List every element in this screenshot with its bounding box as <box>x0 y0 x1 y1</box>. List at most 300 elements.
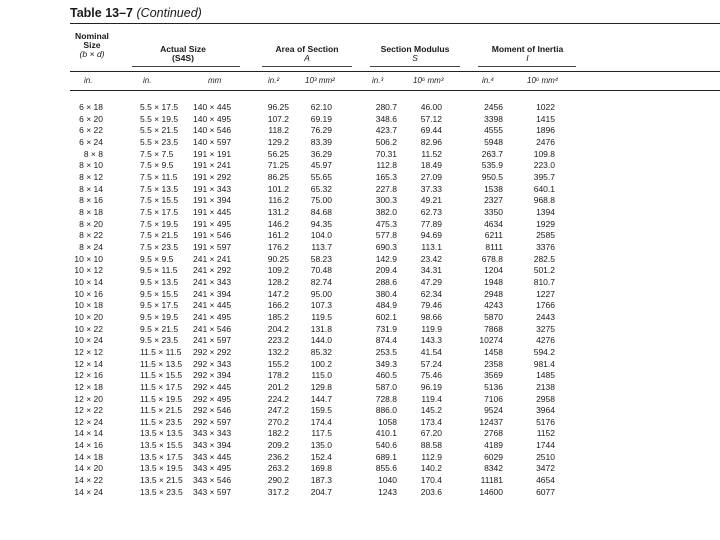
cell-inertia-mm4: 3275 <box>536 323 555 334</box>
cell-nominal-size: 10 × 12 <box>74 265 103 276</box>
cell-actual-size-in: 9.5 × 9.5 <box>140 253 174 264</box>
cell-modulus-in3: 410.1 <box>375 428 397 439</box>
cell-modulus-in3: 577.8 <box>375 230 397 241</box>
cell-modulus-in3: 475.3 <box>375 218 397 229</box>
cell-inertia-mm4: 1227 <box>536 288 555 299</box>
cell-area-mm2: 36.29 <box>310 148 332 159</box>
cell-actual-size-in: 7.5 × 13.5 <box>140 183 179 194</box>
cell-modulus-in3: 690.3 <box>375 241 397 252</box>
cell-area-mm2: 76.29 <box>310 125 332 136</box>
cell-area-in2: 86.25 <box>267 171 289 182</box>
cell-area-in2: 146.2 <box>267 218 289 229</box>
cell-area-in2: 201.2 <box>267 381 289 392</box>
header-inertia-symbol: I <box>526 53 529 63</box>
cell-area-mm2: 104.0 <box>310 230 332 241</box>
cell-modulus-mm3: 140.2 <box>420 463 442 474</box>
cell-actual-size-in: 11.5 × 15.5 <box>140 370 183 381</box>
cell-area-in2: 236.2 <box>267 451 289 462</box>
cell-inertia-mm4: 2958 <box>536 393 555 404</box>
cell-modulus-in3: 280.7 <box>375 102 397 112</box>
cell-inertia-mm4: 968.8 <box>533 195 555 206</box>
cell-nominal-size: 14 × 24 <box>74 486 103 497</box>
cell-inertia-in4: 2327 <box>484 195 503 206</box>
header-area-line1: Area of Section <box>275 44 339 54</box>
cell-area-mm2: 135.0 <box>310 440 332 451</box>
cell-area-in2: 147.2 <box>267 288 289 299</box>
header-modulus-symbol: S <box>412 53 418 63</box>
cell-modulus-mm3: 27.09 <box>420 171 442 182</box>
cell-actual-size-mm: 140 × 546 <box>193 125 232 136</box>
cell-modulus-mm3: 82.96 <box>420 136 442 147</box>
cell-inertia-mm4: 3964 <box>536 405 555 416</box>
unit-mi-mm: 10⁶ mm⁴ <box>527 76 559 85</box>
cell-actual-size-mm: 191 × 445 <box>193 206 232 217</box>
cell-area-mm2: 45.97 <box>310 160 332 171</box>
cell-modulus-in3: 227.8 <box>375 183 397 194</box>
cell-nominal-size: 10 × 10 <box>74 253 103 264</box>
cell-area-in2: 118.2 <box>268 125 289 136</box>
cell-nominal-size: 10 × 14 <box>74 276 103 287</box>
cell-area-mm2: 174.4 <box>310 416 332 427</box>
cell-area-mm2: 159.5 <box>310 405 332 416</box>
cell-nominal-size: 12 × 14 <box>74 358 103 369</box>
cell-nominal-size: 8 × 16 <box>79 195 103 206</box>
cell-area-mm2: 152.4 <box>310 451 332 462</box>
cell-actual-size-in: 7.5 × 7.5 <box>140 148 174 159</box>
cell-actual-size-in: 5.5 × 23.5 <box>140 136 179 147</box>
cell-modulus-mm3: 94.69 <box>420 230 442 241</box>
cell-modulus-mm3: 69.44 <box>420 125 442 136</box>
table-number: Table 13–7 <box>70 6 134 20</box>
cell-actual-size-mm: 241 × 394 <box>193 288 232 299</box>
cell-area-mm2: 65.32 <box>310 183 332 194</box>
cell-inertia-in4: 10274 <box>479 335 503 346</box>
cell-modulus-in3: 602.1 <box>375 311 397 322</box>
cell-actual-size-mm: 343 × 394 <box>193 440 232 451</box>
cell-inertia-mm4: 2585 <box>536 230 555 241</box>
unit-mod-mm: 10⁶ mm³ <box>413 76 444 85</box>
cell-area-in2: 161.2 <box>267 230 289 241</box>
cell-actual-size-in: 9.5 × 23.5 <box>140 335 179 346</box>
cell-actual-size-mm: 343 × 445 <box>193 451 232 462</box>
cell-modulus-in3: 348.6 <box>375 113 397 124</box>
cell-actual-size-mm: 140 × 597 <box>193 136 232 147</box>
cell-inertia-mm4: 2443 <box>536 311 555 322</box>
cell-actual-size-in: 13.5 × 15.5 <box>140 440 183 451</box>
cell-nominal-size: 14 × 14 <box>74 428 103 439</box>
cell-modulus-mm3: 119.4 <box>421 393 442 404</box>
cell-nominal-size: 6 × 20 <box>79 113 103 124</box>
cell-area-in2: 178.2 <box>267 370 289 381</box>
cell-area-mm2: 82.74 <box>310 276 332 287</box>
cell-inertia-in4: 5870 <box>484 311 503 322</box>
cell-inertia-in4: 263.7 <box>481 148 503 159</box>
cell-inertia-in4: 8342 <box>484 463 503 474</box>
cell-modulus-in3: 728.8 <box>375 393 397 404</box>
cell-modulus-mm3: 62.73 <box>420 206 442 217</box>
cell-modulus-mm3: 77.89 <box>420 218 442 229</box>
cell-area-in2: 116.2 <box>268 195 289 206</box>
cell-nominal-size: 12 × 18 <box>74 381 103 392</box>
cell-inertia-in4: 1458 <box>484 346 503 357</box>
cell-modulus-mm3: 112.9 <box>421 451 442 462</box>
cell-actual-size-mm: 343 × 546 <box>193 475 232 486</box>
cell-inertia-in4: 6211 <box>484 230 503 241</box>
cell-modulus-mm3: 18.49 <box>420 160 442 171</box>
cell-inertia-mm4: 1485 <box>536 370 555 381</box>
cell-area-mm2: 62.10 <box>310 102 332 112</box>
cell-inertia-mm4: 109.8 <box>533 148 555 159</box>
cell-modulus-mm3: 57.24 <box>420 358 442 369</box>
cell-inertia-in4: 2768 <box>484 428 503 439</box>
cell-modulus-in3: 1040 <box>378 475 397 486</box>
cell-actual-size-in: 5.5 × 21.5 <box>140 125 179 136</box>
cell-nominal-size: 6 × 22 <box>79 125 103 136</box>
cell-modulus-in3: 540.6 <box>375 440 397 451</box>
cell-area-in2: 223.2 <box>267 335 289 346</box>
cell-modulus-in3: 165.3 <box>375 171 397 182</box>
cell-area-in2: 182.2 <box>267 428 289 439</box>
cell-modulus-in3: 423.7 <box>375 125 397 136</box>
cell-nominal-size: 8 × 18 <box>79 206 103 217</box>
cell-nominal-size: 14 × 18 <box>74 451 103 462</box>
cell-nominal-size: 10 × 20 <box>74 311 103 322</box>
cell-nominal-size: 12 × 12 <box>74 346 103 357</box>
cell-modulus-mm3: 11.52 <box>421 148 442 159</box>
cell-area-mm2: 204.7 <box>310 486 332 497</box>
cell-actual-size-in: 13.5 × 21.5 <box>140 475 183 486</box>
cell-inertia-in4: 1948 <box>484 276 503 287</box>
header-modulus-line1: Section Modulus <box>380 44 450 54</box>
cell-area-in2: 317.2 <box>267 486 289 497</box>
cell-actual-size-in: 7.5 × 15.5 <box>140 195 179 206</box>
cell-actual-size-mm: 241 × 445 <box>193 300 232 311</box>
cell-inertia-mm4: 1394 <box>536 206 555 217</box>
cell-modulus-mm3: 75.46 <box>420 370 442 381</box>
cell-area-mm2: 115.0 <box>311 370 332 381</box>
cell-area-mm2: 55.65 <box>310 171 332 182</box>
cell-modulus-mm3: 98.66 <box>420 311 442 322</box>
cell-area-mm2: 107.3 <box>310 300 332 311</box>
cell-actual-size-mm: 191 × 546 <box>193 230 232 241</box>
unit-nominal: in. <box>84 76 93 85</box>
cell-inertia-mm4: 1929 <box>536 218 555 229</box>
cell-actual-size-in: 7.5 × 9.5 <box>140 160 174 171</box>
cell-inertia-mm4: 1766 <box>536 300 555 311</box>
cell-inertia-in4: 11181 <box>480 475 503 486</box>
cell-inertia-in4: 5948 <box>484 136 503 147</box>
cell-inertia-in4: 1538 <box>484 183 503 194</box>
cell-area-mm2: 113.7 <box>311 241 332 252</box>
cell-inertia-mm4: 594.2 <box>533 346 555 357</box>
cell-area-mm2: 95.00 <box>310 288 332 299</box>
cell-area-mm2: 83.39 <box>310 136 332 147</box>
cell-modulus-mm3: 88.58 <box>420 440 442 451</box>
cell-actual-size-mm: 241 × 495 <box>193 311 232 322</box>
cell-area-mm2: 69.19 <box>310 113 332 124</box>
unit-mi-in: in.⁴ <box>482 76 494 85</box>
cell-inertia-in4: 4634 <box>484 218 503 229</box>
cell-area-in2: 270.2 <box>267 416 289 427</box>
cell-modulus-mm3: 41.54 <box>420 346 442 357</box>
cell-area-in2: 132.2 <box>267 346 289 357</box>
cell-modulus-in3: 209.4 <box>375 265 397 276</box>
cell-modulus-in3: 1243 <box>378 486 397 497</box>
cell-actual-size-in: 11.5 × 23.5 <box>140 416 183 427</box>
cell-inertia-in4: 3398 <box>484 113 503 124</box>
cell-actual-size-mm: 191 × 597 <box>193 241 232 252</box>
cell-modulus-in3: 886.0 <box>375 405 397 416</box>
cell-nominal-size: 12 × 20 <box>74 393 103 404</box>
cell-inertia-in4: 2456 <box>484 102 503 112</box>
cell-actual-size-in: 9.5 × 15.5 <box>140 288 179 299</box>
cell-nominal-size: 14 × 20 <box>74 463 103 474</box>
cell-actual-size-mm: 241 × 597 <box>193 335 232 346</box>
cell-modulus-mm3: 62.34 <box>420 288 442 299</box>
header-area-symbol: A <box>304 53 310 63</box>
cell-area-mm2: 94.35 <box>310 218 332 229</box>
cell-inertia-mm4: 2510 <box>536 451 555 462</box>
cell-modulus-in3: 349.3 <box>375 358 397 369</box>
cell-inertia-mm4: 501.2 <box>533 265 555 276</box>
cell-modulus-mm3: 203.6 <box>420 486 442 497</box>
cell-actual-size-in: 11.5 × 13.5 <box>140 358 183 369</box>
header-nominal-line2: Size <box>83 40 101 50</box>
cell-nominal-size: 12 × 16 <box>74 370 103 381</box>
cell-inertia-in4: 4243 <box>484 300 503 311</box>
unit-actual-mm: mm <box>208 76 222 85</box>
cell-inertia-in4: 4189 <box>484 440 503 451</box>
cell-actual-size-in: 9.5 × 11.5 <box>140 265 178 276</box>
cell-area-mm2: 169.8 <box>310 463 332 474</box>
cell-inertia-mm4: 1415 <box>536 113 555 124</box>
cell-actual-size-in: 11.5 × 11.5 <box>140 346 182 357</box>
cell-nominal-size: 8 × 12 <box>79 171 103 182</box>
cell-actual-size-in: 9.5 × 17.5 <box>140 300 179 311</box>
cell-nominal-size: 6 × 18 <box>79 102 103 112</box>
cell-inertia-mm4: 810.7 <box>533 276 555 287</box>
cell-nominal-size: 8 × 24 <box>79 241 103 252</box>
cell-inertia-mm4: 2138 <box>536 381 555 392</box>
cell-area-in2: 263.2 <box>267 463 289 474</box>
cell-modulus-mm3: 143.3 <box>420 335 442 346</box>
cell-inertia-mm4: 395.7 <box>533 171 555 182</box>
cell-inertia-mm4: 3376 <box>536 241 555 252</box>
cell-area-in2: 247.2 <box>267 405 289 416</box>
cell-nominal-size: 8 × 22 <box>79 230 103 241</box>
cell-inertia-mm4: 3472 <box>536 463 555 474</box>
cell-modulus-in3: 484.9 <box>375 300 397 311</box>
cell-actual-size-mm: 292 × 343 <box>193 358 232 369</box>
cell-area-mm2: 144.0 <box>310 335 332 346</box>
unit-area-in: in.² <box>268 76 280 85</box>
cell-inertia-in4: 2358 <box>484 358 503 369</box>
cell-inertia-in4: 3569 <box>484 370 503 381</box>
cell-inertia-mm4: 4276 <box>536 335 555 346</box>
cell-area-in2: 96.25 <box>267 102 289 112</box>
cell-modulus-in3: 855.6 <box>375 463 397 474</box>
cell-actual-size-in: 13.5 × 17.5 <box>140 451 183 462</box>
cell-area-in2: 204.2 <box>267 323 289 334</box>
cell-area-mm2: 58.23 <box>310 253 332 264</box>
cell-inertia-in4: 6029 <box>484 451 503 462</box>
cell-inertia-in4: 12437 <box>479 416 503 427</box>
cell-inertia-mm4: 1022 <box>536 102 555 112</box>
cell-inertia-in4: 7106 <box>484 393 503 404</box>
cell-area-in2: 185.2 <box>267 311 289 322</box>
cell-area-in2: 224.2 <box>267 393 289 404</box>
cell-actual-size-mm: 191 × 343 <box>193 183 232 194</box>
cell-inertia-in4: 3350 <box>484 206 503 217</box>
cell-actual-size-in: 7.5 × 19.5 <box>140 218 179 229</box>
cell-actual-size-mm: 292 × 394 <box>193 370 232 381</box>
unit-actual-in: in. <box>143 76 152 85</box>
cell-modulus-in3: 382.0 <box>375 206 397 217</box>
cell-actual-size-mm: 292 × 597 <box>193 416 232 427</box>
cell-area-in2: 290.2 <box>267 475 289 486</box>
cell-actual-size-in: 11.5 × 17.5 <box>140 381 183 392</box>
cell-actual-size-mm: 191 × 191 <box>193 148 232 159</box>
cell-actual-size-mm: 191 × 495 <box>193 218 232 229</box>
cell-modulus-in3: 300.3 <box>375 195 397 206</box>
cell-modulus-mm3: 145.2 <box>420 405 442 416</box>
cell-inertia-in4: 535.9 <box>481 160 503 171</box>
cell-area-in2: 166.2 <box>267 300 289 311</box>
cell-area-mm2: 187.3 <box>310 475 332 486</box>
cell-area-in2: 101.2 <box>267 183 289 194</box>
cell-nominal-size: 10 × 24 <box>74 335 103 346</box>
cell-modulus-in3: 288.6 <box>375 276 397 287</box>
cell-modulus-mm3: 113.1 <box>421 241 442 252</box>
cell-modulus-in3: 1058 <box>378 416 397 427</box>
cell-actual-size-in: 11.5 × 21.5 <box>140 405 183 416</box>
unit-mod-in: in.³ <box>372 76 384 85</box>
cell-inertia-in4: 678.8 <box>481 253 503 264</box>
cell-actual-size-in: 9.5 × 21.5 <box>140 323 179 334</box>
cell-area-mm2: 129.8 <box>310 381 332 392</box>
cell-modulus-mm3: 49.21 <box>420 195 442 206</box>
cell-actual-size-mm: 292 × 445 <box>193 381 232 392</box>
cell-area-mm2: 117.5 <box>311 428 332 439</box>
cell-area-in2: 90.25 <box>267 253 289 264</box>
cell-area-mm2: 119.5 <box>311 311 332 322</box>
header-inertia-line1: Moment of Inertia <box>491 44 564 54</box>
cell-area-mm2: 85.32 <box>310 346 332 357</box>
cell-nominal-size: 8 × 8 <box>83 148 103 159</box>
header-actual-line1: Actual Size <box>160 44 206 54</box>
cell-area-in2: 209.2 <box>267 440 289 451</box>
cell-modulus-mm3: 47.29 <box>420 276 442 287</box>
cell-actual-size-mm: 191 × 394 <box>193 195 232 206</box>
cell-actual-size-in: 5.5 × 19.5 <box>140 113 179 124</box>
cell-area-mm2: 131.8 <box>310 323 332 334</box>
cell-modulus-mm3: 67.20 <box>420 428 442 439</box>
cell-nominal-size: 14 × 16 <box>74 440 103 451</box>
cell-modulus-in3: 506.2 <box>375 136 397 147</box>
cell-inertia-mm4: 1152 <box>536 428 555 439</box>
cell-modulus-mm3: 79.46 <box>420 300 442 311</box>
cell-area-in2: 56.25 <box>267 148 289 159</box>
cell-actual-size-in: 13.5 × 13.5 <box>140 428 183 439</box>
cell-nominal-size: 8 × 10 <box>79 160 103 171</box>
cell-modulus-in3: 112.8 <box>376 160 397 171</box>
cell-inertia-mm4: 1744 <box>536 440 555 451</box>
cell-actual-size-in: 9.5 × 19.5 <box>140 311 179 322</box>
cell-area-mm2: 75.00 <box>310 195 332 206</box>
header-nominal-line1: Nominal <box>75 31 109 41</box>
cell-area-in2: 129.2 <box>267 136 289 147</box>
cell-inertia-in4: 950.5 <box>481 171 503 182</box>
cell-modulus-in3: 380.4 <box>375 288 397 299</box>
cell-inertia-mm4: 282.5 <box>533 253 555 264</box>
cell-actual-size-mm: 241 × 343 <box>193 276 232 287</box>
cell-nominal-size: 6 × 24 <box>79 136 103 147</box>
cell-inertia-in4: 14600 <box>479 486 503 497</box>
cell-modulus-mm3: 34.31 <box>420 265 442 276</box>
cell-actual-size-mm: 343 × 343 <box>193 428 232 439</box>
cell-actual-size-mm: 292 × 495 <box>193 393 232 404</box>
header-actual-line2: (S4S) <box>172 53 194 63</box>
cell-modulus-mm3: 57.12 <box>420 113 442 124</box>
cell-nominal-size: 8 × 20 <box>79 218 103 229</box>
cell-nominal-size: 10 × 18 <box>74 300 103 311</box>
cell-actual-size-in: 7.5 × 23.5 <box>140 241 179 252</box>
cell-inertia-mm4: 4654 <box>536 475 555 486</box>
cell-actual-size-mm: 343 × 597 <box>193 486 232 497</box>
cell-inertia-in4: 9524 <box>484 405 503 416</box>
cell-modulus-mm3: 119.9 <box>421 323 442 334</box>
cell-inertia-mm4: 640.1 <box>533 183 555 194</box>
cell-inertia-in4: 5136 <box>484 381 503 392</box>
cell-area-mm2: 70.48 <box>310 265 332 276</box>
cell-inertia-in4: 1204 <box>484 265 503 276</box>
cell-nominal-size: 12 × 22 <box>74 405 103 416</box>
cell-actual-size-mm: 140 × 445 <box>193 102 232 112</box>
cell-area-in2: 128.2 <box>267 276 289 287</box>
cell-nominal-size: 8 × 14 <box>79 183 103 194</box>
header-nominal-line3: (b × d) <box>79 49 105 59</box>
cell-actual-size-in: 5.5 × 17.5 <box>140 102 179 112</box>
cell-area-mm2: 144.7 <box>310 393 332 404</box>
cell-actual-size-mm: 343 × 495 <box>193 463 232 474</box>
cell-actual-size-in: 13.5 × 19.5 <box>140 463 183 474</box>
cell-nominal-size: 10 × 22 <box>74 323 103 334</box>
cell-area-in2: 107.2 <box>267 113 289 124</box>
cell-modulus-in3: 874.4 <box>375 335 397 346</box>
cell-modulus-mm3: 23.42 <box>420 253 442 264</box>
cell-inertia-in4: 8111 <box>485 241 503 252</box>
cell-area-in2: 131.2 <box>267 206 289 217</box>
cell-actual-size-in: 13.5 × 23.5 <box>140 486 183 497</box>
cell-modulus-mm3: 173.4 <box>420 416 442 427</box>
cell-inertia-mm4: 2476 <box>536 136 555 147</box>
cell-actual-size-mm: 241 × 546 <box>193 323 232 334</box>
cell-area-in2: 109.2 <box>267 265 289 276</box>
cell-inertia-in4: 7868 <box>484 323 503 334</box>
cell-inertia-mm4: 6077 <box>536 486 555 497</box>
cell-inertia-mm4: 223.0 <box>533 160 555 171</box>
cell-actual-size-mm: 191 × 292 <box>193 171 232 182</box>
cell-area-mm2: 100.2 <box>310 358 332 369</box>
cell-area-in2: 71.25 <box>267 160 289 171</box>
cell-actual-size-mm: 292 × 546 <box>193 405 232 416</box>
cell-actual-size-mm: 241 × 241 <box>193 253 232 264</box>
cell-actual-size-mm: 241 × 292 <box>193 265 232 276</box>
unit-area-mm: 10³ mm² <box>305 76 335 85</box>
cell-actual-size-in: 7.5 × 21.5 <box>140 230 179 241</box>
cell-area-mm2: 84.68 <box>310 206 332 217</box>
cell-modulus-mm3: 170.4 <box>420 475 442 486</box>
